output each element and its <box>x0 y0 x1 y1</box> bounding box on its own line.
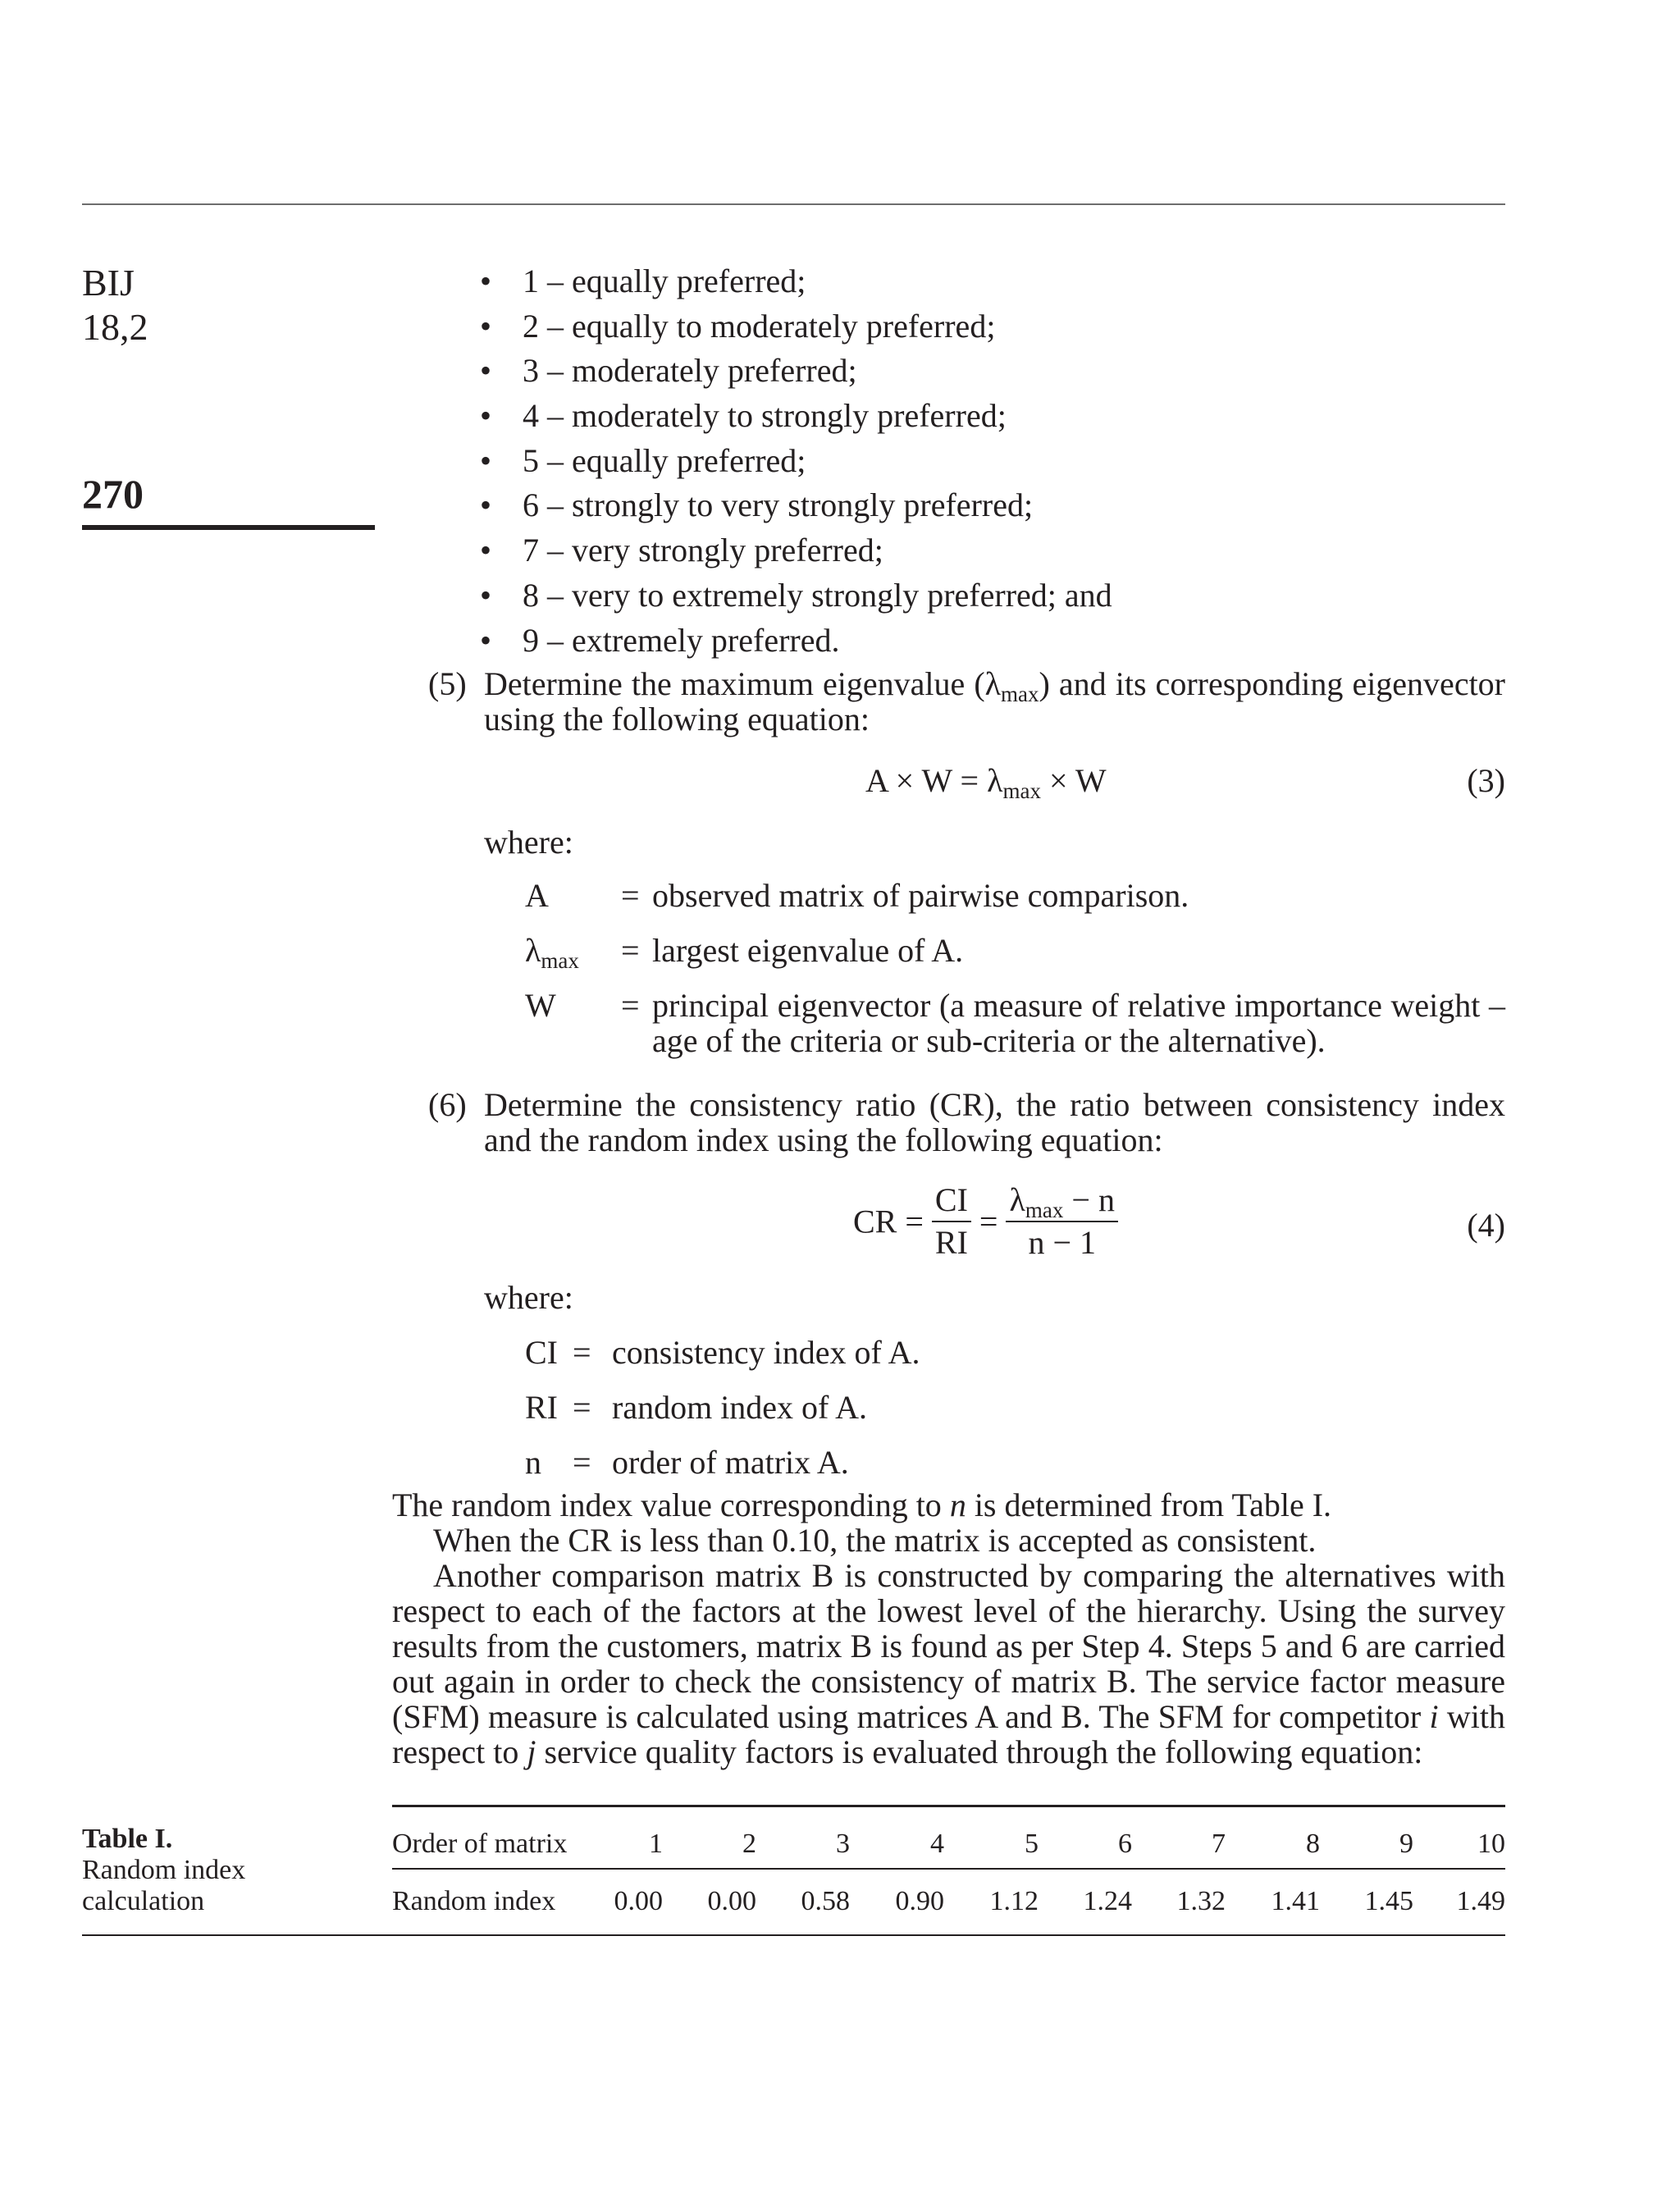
definition-equals: = <box>573 1389 591 1426</box>
equation-4: CR = $\frac{CI}{RI}$ = $\frac{\lambda_{max} - n}{n - 1}$ <box>853 1180 1118 1263</box>
table-header-cell: 2 <box>742 1829 756 1859</box>
fraction-ci-ri: $\frac{CI}{RI}$ <box>932 1180 971 1263</box>
eq3-definitions <box>525 878 1505 1058</box>
table-cell: 1.12 <box>989 1886 1039 1916</box>
step-number: (5) <box>428 665 467 702</box>
table-header-cell: 4 <box>930 1829 944 1859</box>
table-cell: 1.24 <box>1083 1886 1132 1916</box>
list-item: • 1 – equally preferred; <box>480 259 1112 304</box>
table-caption-text: calculation <box>82 1886 205 1916</box>
bullet-icon: • <box>480 621 492 659</box>
list-item: • 4 – moderately to strongly preferred; <box>480 394 1112 439</box>
eq4-definitions <box>525 1335 920 1500</box>
table-row-label: Random index <box>392 1886 556 1916</box>
bullet-icon: • <box>480 486 492 524</box>
definition-symbol: RI <box>525 1389 558 1426</box>
definition-row <box>525 1390 920 1445</box>
step-text: Determine the maximum eigenvalue $(\lambda_{max})$ and its corresponding eigenvector using the following equation: <box>484 665 1505 737</box>
header-rule <box>82 203 1505 205</box>
table-header-cell: 1 <box>649 1829 663 1859</box>
page-number: 270 <box>82 471 144 517</box>
definition-equals: = <box>573 1444 591 1481</box>
definition-text: largest eigenvalue of A. <box>652 932 964 969</box>
equation-number: (4) <box>1467 1207 1505 1244</box>
definition-symbol: $\lambda_{max}$ <box>525 932 579 973</box>
list-item: • 3 – moderately preferred; <box>480 349 1112 394</box>
table-caption <box>82 1824 245 1917</box>
definition-row <box>525 933 1505 988</box>
journal-title: BIJ <box>82 262 135 304</box>
step-6 <box>428 1087 1505 1158</box>
step-5 <box>428 666 1505 737</box>
table-rule <box>82 1934 1505 1936</box>
journal-volume <box>82 261 148 349</box>
paragraph-matrix-b <box>392 1558 1505 1769</box>
table-header-cell: 7 <box>1212 1829 1226 1859</box>
where-label: where: <box>484 1279 573 1316</box>
list-item: • 7 – very strongly preferred; <box>480 528 1112 573</box>
bullet-icon: • <box>480 576 492 614</box>
fraction-lambda: $\frac{\lambda_{max} - n}{n - 1}$ <box>1006 1180 1117 1263</box>
definition-row <box>525 1335 920 1390</box>
list-item: • 9 – extremely preferred. <box>480 619 1112 664</box>
text-line: respect to each of the factors at the lowest level of the hierarchy. Using the survey <box>392 1592 1505 1629</box>
step-number: (6) <box>428 1086 467 1123</box>
paragraph-consistency: When the CR is less than 0.10, the matrix is accepted as consistent. <box>433 1522 1317 1559</box>
bullet-icon: • <box>480 352 492 390</box>
list-item: • 6 – strongly to very strongly preferred; <box>480 483 1112 528</box>
table-header-cell: 10 <box>1477 1829 1505 1859</box>
bullet-icon: • <box>480 263 492 299</box>
table-cell: 0.00 <box>614 1886 663 1916</box>
table-header-cell: 9 <box>1399 1829 1413 1859</box>
bullet-icon: • <box>480 532 492 569</box>
preference-scale-list <box>480 259 1112 663</box>
definition-symbol: W <box>525 987 556 1024</box>
table-cell: 1.45 <box>1364 1886 1413 1916</box>
table-header-cell: 6 <box>1118 1829 1132 1859</box>
definition-text: order of matrix A. <box>612 1444 849 1481</box>
equation-number: (3) <box>1467 762 1505 799</box>
list-item: • 8 – very to extremely strongly preferred; and <box>480 573 1112 619</box>
paragraph-random-index: The random index value corresponding to n is determined from Table I. <box>392 1486 1332 1523</box>
definition-equals: = <box>621 932 640 969</box>
definition-equals: = <box>621 987 640 1024</box>
bullet-icon: • <box>480 307 492 345</box>
table-header-label: Order of matrix <box>392 1829 568 1859</box>
table-cell: 0.58 <box>801 1886 850 1916</box>
definition-equals: = <box>621 877 640 914</box>
definition-symbol: CI <box>525 1334 558 1371</box>
bullet-icon: • <box>480 441 492 479</box>
table-cell: 1.41 <box>1271 1886 1320 1916</box>
text-line: respect to j service quality factors is evaluated through the following equation: <box>392 1733 1423 1770</box>
page-number-rule <box>82 525 375 530</box>
text-line: out again in order to check the consistency of matrix B. The service factor measure <box>392 1663 1505 1700</box>
table-rule <box>392 1805 1505 1807</box>
equation-3: $A \times W = \lambda_{max} \times W$ <box>865 762 1107 803</box>
table-caption-label: Table I. <box>82 1824 173 1854</box>
table-cell: 0.00 <box>707 1886 756 1916</box>
table-caption-text: Random index <box>82 1855 246 1885</box>
definition-text: random index of A. <box>612 1389 868 1426</box>
where-label: where: <box>484 824 573 861</box>
definition-text: consistency index of A. <box>612 1334 920 1371</box>
definition-equals: = <box>573 1334 591 1371</box>
definition-row <box>525 988 1505 1058</box>
step-text: Determine the consistency ratio (CR), the ratio between consistency index and the random index using the following equation: <box>484 1086 1505 1158</box>
bullet-icon: • <box>480 397 492 435</box>
list-item: • 2 – equally to moderately preferred; <box>480 304 1112 349</box>
definition-text: observed matrix of pairwise comparison. <box>652 877 1189 914</box>
table-cell: 0.90 <box>895 1886 944 1916</box>
table-header-cell: 3 <box>836 1829 850 1859</box>
text-line: Another comparison matrix B is constructed by comparing the alternatives with <box>433 1557 1505 1594</box>
definition-symbol: A <box>525 877 549 914</box>
table-rule <box>392 1868 1505 1870</box>
definition-row <box>525 878 1505 933</box>
text-line: results from the customers, matrix B is found as per Step 4. Steps 5 and 6 are carried <box>392 1628 1505 1664</box>
definition-symbol: n <box>525 1444 541 1481</box>
list-item: • 5 – equally preferred; <box>480 439 1112 484</box>
table-cell: 1.32 <box>1176 1886 1226 1916</box>
text-line: (SFM) measure is calculated using matrices A and B. The SFM for competitor i with <box>392 1698 1505 1735</box>
table-cell: 1.49 <box>1456 1886 1505 1916</box>
table-header-cell: 8 <box>1306 1829 1320 1859</box>
journal-issue: 18,2 <box>82 306 148 348</box>
table-header-cell: 5 <box>1025 1829 1039 1859</box>
definition-text: principal eigenvector (a measure of relative importance weight – age of the criteria or sub-criteria or the alternative). <box>652 987 1505 1059</box>
